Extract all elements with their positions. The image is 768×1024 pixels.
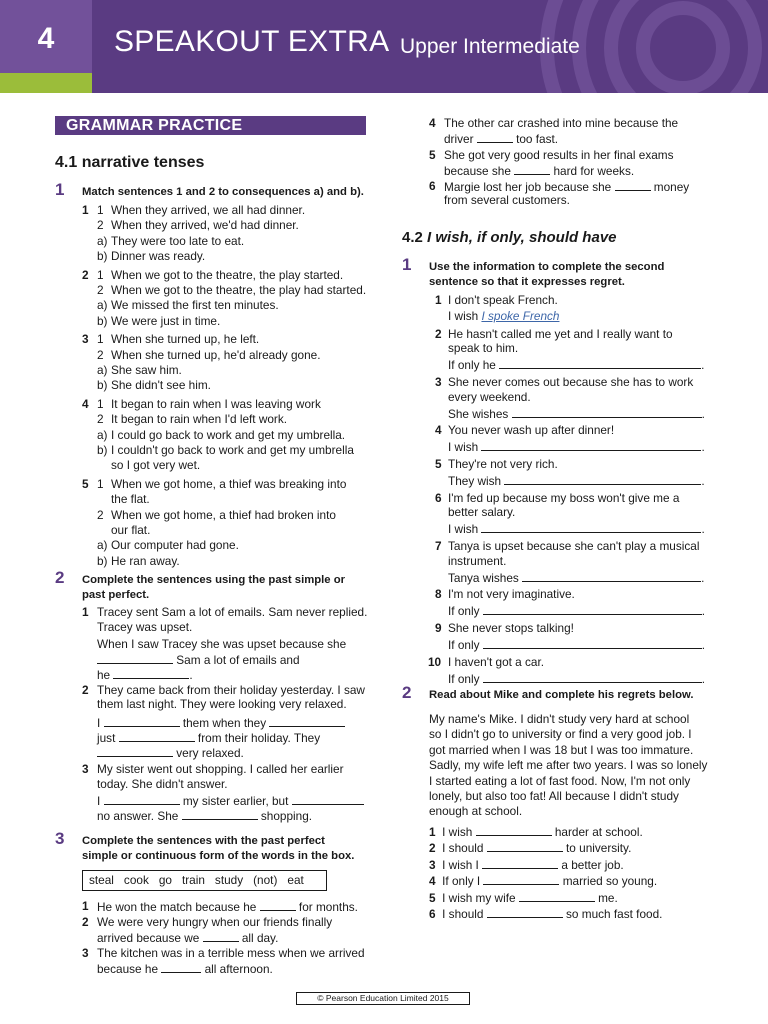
answer-stem: If only [448, 671, 480, 686]
item-number: 1 [435, 293, 442, 307]
answer-line: very relaxed. [97, 745, 244, 761]
answer-line: arrived because we all day. [97, 931, 279, 945]
item-label: b) [97, 553, 108, 568]
answer-blank[interactable] [615, 179, 651, 191]
question-item: 3 [82, 762, 89, 776]
question-item: 3 [82, 946, 89, 960]
answer-blank[interactable] [483, 873, 559, 885]
answer-line: driver too fast. [444, 132, 559, 146]
item-label: 1 [97, 267, 104, 282]
item-number: 1 [82, 203, 89, 217]
answer-blank[interactable] [499, 357, 701, 369]
green-stripe [0, 73, 92, 93]
exercise-instruction: Complete the sentences using the past simple or [82, 574, 346, 586]
item-number: 4 [429, 874, 436, 889]
item-label: b) [97, 313, 108, 328]
item-text: It began to rain when I was leaving work [111, 396, 321, 411]
answer-blank[interactable] [104, 715, 180, 727]
answer-line [448, 309, 559, 324]
item-label: 1 [97, 476, 104, 491]
item-number: 4 [82, 396, 89, 411]
exercise-number: 1 [55, 180, 65, 199]
answer-line: because she hard for weeks. [444, 164, 635, 178]
answer-tail: so much fast food. [566, 907, 663, 921]
exercise-instruction: Complete the sentences with the past perfect [82, 835, 325, 847]
item-number: 1 [429, 825, 436, 839]
exercise-instruction: simple or continuous form of the words in the box. [82, 850, 355, 862]
item-number: 2 [435, 326, 442, 341]
page-title: SPEAKOUT EXTRA [114, 25, 390, 58]
item-label: 2 [97, 283, 104, 297]
item-text: I'm fed up because my boss won't give me a [448, 490, 680, 505]
answer-line: I them when they [97, 715, 345, 731]
item-text: so I got very wet. [111, 458, 201, 473]
answer-blank[interactable] [487, 840, 563, 852]
item-number: 7 [435, 539, 442, 553]
item-label: 2 [97, 412, 104, 427]
answer-blank[interactable] [97, 652, 173, 664]
item-number: 3 [429, 857, 436, 872]
answer-blank[interactable] [161, 961, 201, 973]
answer-line: because he all afternoon. [97, 962, 273, 976]
item-text: They're not very rich. [448, 457, 558, 471]
question-text: Tracey was upset. [97, 620, 193, 634]
question-text: The other car crashed into mine because the [444, 116, 679, 130]
item-text: every weekend. [448, 389, 531, 404]
answer-blank[interactable] [487, 906, 563, 918]
item-text: It began to rain when I'd left work. [111, 412, 288, 427]
answer-blank[interactable] [104, 793, 180, 805]
box-word: (not) [253, 873, 278, 887]
item-text: When we got home, a thief had broken into [111, 507, 336, 522]
paragraph-line: lonely, but also too fat! All because I didn't study [429, 789, 679, 804]
item-text: When they arrived, we all had dinner. [111, 203, 306, 217]
item-text: I haven't got a car. [448, 654, 545, 669]
answer-line: I wish . [448, 440, 705, 455]
item-text: You never wash up after dinner! [448, 423, 615, 438]
item-text: She never stops talking! [448, 621, 574, 635]
item-text: She saw him. [111, 363, 182, 377]
item-number: 4 [435, 423, 442, 438]
item-number: 6 [429, 907, 436, 921]
exercise-number: 1 [402, 255, 412, 274]
answer-blank[interactable] [476, 824, 552, 836]
item-text: the flat. [111, 492, 150, 507]
question-item: 1 [82, 899, 89, 913]
answer-blank[interactable] [113, 667, 189, 679]
answer-line: no answer. She shopping. [97, 809, 313, 823]
answer-tail: a better job. [561, 857, 624, 872]
item-label: a) [97, 298, 108, 313]
item-label: a) [97, 233, 108, 248]
section-tag: GRAMMAR PRACTICE [55, 116, 366, 135]
page-header [0, 0, 768, 93]
exercise-number: 3 [55, 829, 65, 848]
answer-stem: I wish [448, 309, 479, 324]
answer-stem: I should [442, 841, 484, 856]
answer-line: I my sister earlier, but [97, 793, 364, 809]
answer-line: he . [97, 668, 193, 682]
answer-blank[interactable] [483, 637, 702, 649]
question-text: When I saw Tracey she was upset because she [97, 637, 347, 651]
answer-stem: If only [448, 604, 480, 619]
item-text: instrument. [448, 553, 507, 568]
answer-line: just from their holiday. They [97, 731, 321, 745]
answer-line: They wish . [448, 474, 705, 489]
answer-blank[interactable] [203, 930, 239, 942]
item-number: 3 [435, 375, 442, 389]
answer-blank[interactable] [292, 793, 364, 805]
item-text: They were too late to eat. [111, 233, 245, 248]
list-item [429, 857, 624, 873]
item-text: I'm not very imaginative. [448, 587, 575, 602]
item-text: better salary. [448, 505, 516, 520]
exercise-instruction: sentence so that it expresses regret. [429, 276, 625, 288]
question-text: today. She didn't answer. [97, 777, 228, 791]
box-word: train [181, 873, 205, 887]
item-text: When she turned up, he left. [111, 332, 260, 347]
item-number: 5 [429, 890, 436, 905]
mike-paragraph [429, 712, 707, 820]
answer-blank[interactable] [260, 899, 296, 911]
list-item [429, 890, 618, 906]
question-text: My sister went out shopping. I called her earlier [97, 762, 344, 776]
question-text: from several customers. [444, 193, 570, 207]
item-label: b) [97, 443, 108, 457]
answer-blank[interactable] [514, 163, 550, 175]
item-text: Our computer had gone. [111, 538, 239, 553]
item-label: a) [97, 363, 108, 377]
answer-stem: I wish I [442, 857, 479, 872]
paragraph-line: I started eating a lot of fast food. Now, I'm not only [429, 773, 691, 788]
section-heading-4-2: 4.2 I wish, if only, should have [402, 229, 617, 246]
question-text: They came back from their holiday yesterday. I saw [97, 683, 365, 697]
box-word: eat [287, 873, 304, 887]
question-text: The kitchen was in a terrible mess when we arrived [97, 946, 365, 960]
question-item: 1 [82, 605, 89, 619]
question-item: 5 [429, 148, 436, 162]
unit-number: 4 [37, 22, 55, 55]
item-label: b) [97, 249, 108, 264]
answer-stem: I wish [442, 825, 473, 839]
item-number: 2 [429, 841, 436, 856]
exercise-instruction: past perfect. [82, 589, 150, 601]
item-text: He hasn't called me yet and I really want to [448, 326, 673, 341]
answer-line: Tanya wishes . [448, 570, 705, 585]
answer-blank[interactable] [519, 890, 595, 902]
answer-line: If only . [448, 604, 706, 619]
item-text: I could go back to work and get my umbrella. [111, 427, 346, 442]
answer-line: I wish . [448, 522, 705, 537]
word-box [82, 870, 327, 891]
question-item: 4 [429, 116, 436, 130]
answer-line: Margie lost her job because she money [444, 180, 690, 194]
question-item: 6 [429, 179, 436, 193]
answer-blank[interactable] [522, 570, 701, 582]
answer-line: She wishes . [448, 406, 705, 421]
answer-tail: married so young. [562, 874, 658, 889]
answer-line: If only . [448, 671, 706, 686]
item-text: We were just in time. [111, 313, 221, 328]
list-item [429, 824, 643, 840]
answer-blank[interactable] [119, 730, 195, 742]
paragraph-line: My name's Mike. I didn't study very hard at school [429, 712, 690, 726]
list-item [429, 906, 662, 922]
answer-stem: If only [448, 638, 480, 653]
box-word: steal [89, 873, 114, 887]
item-text: He ran away. [111, 553, 180, 568]
answer-stem: I wish my wife [442, 890, 516, 905]
item-label: 2 [97, 218, 104, 233]
question-text: them last night. They were looking very relaxed. [97, 697, 347, 711]
item-text: She never comes out because she has to work [448, 375, 694, 389]
exercise-number: 2 [55, 568, 65, 587]
answer-line: If only he . [448, 358, 705, 373]
item-number: 3 [82, 332, 89, 347]
answer-stem: If only he [448, 358, 496, 373]
answer-stem: I should [442, 907, 484, 921]
answer-blank[interactable] [97, 745, 173, 757]
item-number: 10 [428, 654, 442, 669]
unit-number-box [0, 0, 92, 93]
item-text: Dinner was ready. [111, 249, 206, 264]
answer-stem: They wish [448, 474, 502, 489]
answer-blank[interactable] [483, 671, 702, 683]
answer-stem: I wish [448, 522, 479, 537]
item-text: When we got to the theatre, the play started. [111, 267, 344, 282]
answer-blank[interactable] [477, 131, 513, 143]
answer-tail: harder at school. [554, 825, 643, 839]
paragraph-line: enough at school. [429, 804, 523, 819]
item-label: a) [97, 427, 108, 442]
item-number: 5 [435, 457, 442, 471]
answer-blank[interactable] [482, 857, 558, 869]
item-number: 8 [435, 587, 442, 602]
item-label: 1 [97, 396, 104, 411]
question-text: Tracey sent Sam a lot of emails. Sam never replied. [97, 605, 368, 619]
item-number: 6 [435, 490, 442, 505]
item-text: We missed the first ten minutes. [111, 298, 279, 313]
answer-stem: I wish [448, 440, 479, 455]
box-word: study [214, 873, 244, 887]
box-word: go [158, 873, 172, 887]
exercise-instruction: Use the information to complete the second [429, 261, 665, 273]
question-item: 2 [82, 683, 89, 697]
item-text: Tanya is upset because she can't play a musical [448, 539, 700, 553]
answer-blank[interactable] [269, 715, 345, 727]
item-text: She didn't see him. [111, 378, 211, 393]
answer-stem: If only I [442, 874, 481, 889]
box-word: cook [123, 873, 149, 887]
exercise-instruction: Read about Mike and complete his regrets below. [429, 689, 694, 701]
item-text: When she turned up, he'd already gone. [111, 347, 321, 362]
item-label: 1 [97, 203, 104, 217]
answer-tail: me. [598, 890, 618, 905]
answer-stem: Tanya wishes [448, 570, 519, 585]
item-label: b) [97, 378, 108, 393]
item-text: I don't speak French. [448, 293, 558, 307]
exercise-instruction: Match sentences 1 and 2 to consequences a) and b). [82, 186, 364, 198]
answer-line: If only . [448, 638, 706, 653]
item-text: I couldn't go back to work and get my umbrella [111, 443, 354, 457]
section-heading-4-1: 4.1 narrative tenses [55, 154, 205, 171]
item-label: 2 [97, 347, 104, 362]
item-label: 2 [97, 507, 104, 522]
answer-line: Sam a lot of emails and [97, 652, 300, 668]
list-item [429, 873, 657, 889]
paragraph-line: so I didn't go to university or find a very good job. I [429, 727, 692, 742]
item-label: a) [97, 538, 108, 553]
answer-blank[interactable] [182, 808, 258, 820]
page-subtitle: Upper Intermediate [400, 35, 580, 58]
item-text: When we got home, a thief was breaking into [111, 476, 347, 491]
answer-blank[interactable] [483, 603, 702, 615]
list-item [429, 840, 631, 856]
answer-blank[interactable] [504, 473, 701, 485]
answer-blank[interactable] [481, 521, 701, 533]
answer-blank[interactable] [481, 439, 701, 451]
paragraph-line: Sadly, my wife left me after two years. I was so lonely [429, 758, 708, 773]
answer-blank[interactable] [512, 406, 702, 418]
item-number: 9 [435, 621, 442, 635]
question-text: We were very hungry when our friends finally [97, 915, 333, 929]
question-text: She got very good results in her final exams [444, 148, 674, 162]
item-number: 5 [82, 476, 89, 491]
exercise-number: 2 [402, 683, 412, 702]
item-text: our flat. [111, 523, 151, 537]
item-text: When we got to the theatre, the play had started. [111, 283, 367, 297]
paragraph-line: got married when I was 18 but I was too immature. [429, 742, 694, 757]
item-text: speak to him. [448, 341, 519, 356]
copyright-notice: © Pearson Education Limited 2015 [296, 992, 470, 1005]
question-item: 2 [82, 915, 89, 929]
item-label: 1 [97, 332, 104, 347]
answer-line: He won the match because he for months. [97, 900, 358, 914]
answer-tail: to university. [566, 841, 632, 856]
example-answer: I spoke French [481, 309, 560, 324]
item-number: 2 [82, 267, 89, 282]
item-text: When they arrived, we'd had dinner. [111, 218, 299, 233]
answer-stem: She wishes [448, 406, 509, 421]
